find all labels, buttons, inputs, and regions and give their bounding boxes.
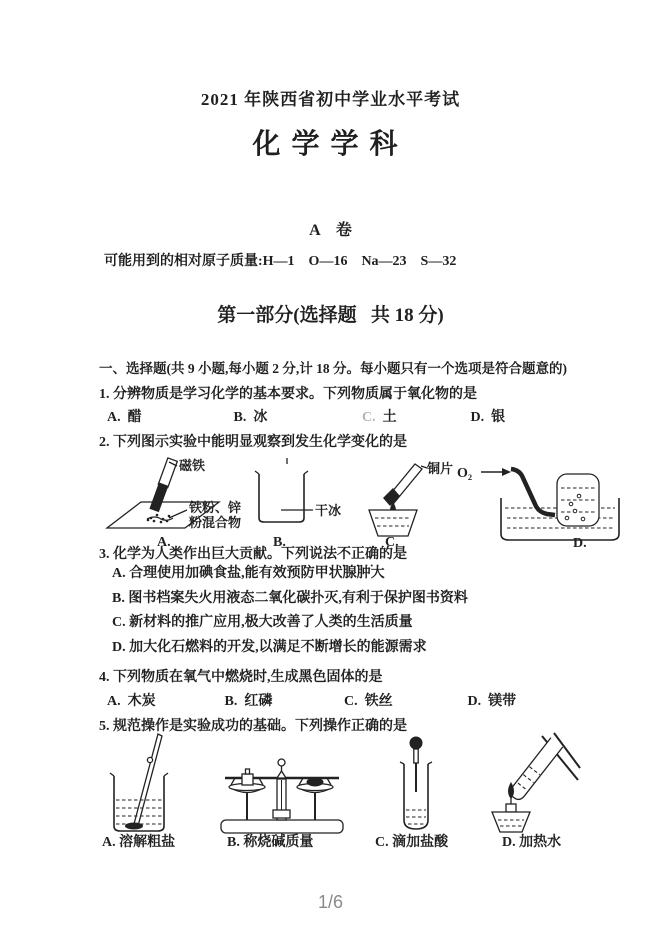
q4-option-b-label: B. <box>224 694 238 709</box>
q1-option-d-text: 银 <box>491 410 506 425</box>
q4-option-d-label: D. <box>467 694 482 709</box>
tilted-test-tube-icon <box>508 738 563 802</box>
q2-figure-b-caption: B. <box>273 535 286 548</box>
q1-option-b-label: B. <box>233 410 247 425</box>
beaker-dry-ice-diagram <box>243 454 343 548</box>
mixture-label-line1: 铁粉、锌 <box>189 500 242 515</box>
arrowhead-icon <box>502 468 511 476</box>
dry-ice-label: 干冰 <box>315 503 342 518</box>
q5-stem: 5. 规范操作是实验成功的基础。下列操作正确的是 <box>99 719 407 734</box>
q4-option-c <box>344 690 464 710</box>
q2-figure-c-caption: C. <box>385 535 399 548</box>
q5-figure-d-caption: D. 加热水 <box>501 835 562 850</box>
glass-rod-icon <box>134 734 162 826</box>
dissolve-salt-diagram <box>100 732 192 850</box>
q2-figures <box>103 448 623 548</box>
q3-option-c: C. 新材料的推广应用,极大改善了人类的生活质量 <box>112 615 413 631</box>
q4-option-a <box>107 690 221 710</box>
lamp-neck-shape <box>506 804 516 812</box>
q4-option-a-label: A. <box>107 694 121 709</box>
oxygen-label: O₂ <box>457 466 473 481</box>
gas-collection-diagram <box>455 448 623 548</box>
q1-option-b <box>234 406 359 426</box>
balance-scale-diagram <box>207 732 357 850</box>
q1-option-a-text: 醋 <box>127 410 142 425</box>
q5-figure-b-caption: B. 称烧碱质量 <box>226 835 313 850</box>
q5-figures <box>100 732 588 850</box>
q1-option-d <box>471 406 506 426</box>
copper-label: 铜片 <box>427 461 454 476</box>
dropper-test-tube-diagram <box>371 732 461 850</box>
q4-option-a-text: 木炭 <box>127 694 156 709</box>
dropper-bulb-icon <box>410 737 423 750</box>
exam-title: 2021 年陕西省初中学业水平考试 <box>200 90 461 109</box>
q4-option-b <box>225 690 341 710</box>
section1-instruction: 一、选择题(共 9 小题,每小题 2 分,计 18 分。每小题只有一个选项是符合题意的) <box>99 361 567 376</box>
caustic-soda-lump-icon <box>306 778 323 787</box>
q1-option-b-text: 冰 <box>253 410 268 425</box>
dropper-stem-shape <box>414 749 418 763</box>
q1-option-c-label: C. <box>362 410 376 425</box>
q3-stem-emphasis: 不正确 <box>337 547 379 562</box>
alcohol-lamp-icon <box>492 812 530 832</box>
subject-title: 化学学科 <box>252 129 409 160</box>
q2-figure-a-caption: A. <box>157 535 171 548</box>
q4-option-b-text: 红磷 <box>244 694 273 709</box>
beam-knob-icon <box>278 759 285 766</box>
q3-option-b: B. 图书档案失火用液态二氧化碳扑灭,有利于保护图书资料 <box>112 590 468 606</box>
q1-option-a-label: A. <box>107 410 121 425</box>
q4-stem: 4. 下列物质在氧气中燃烧时,生成黑色固体的是 <box>99 670 383 685</box>
q3-options <box>112 562 468 661</box>
q2-figure-d-caption: D. <box>573 536 587 548</box>
q4-option-c-text: 铁丝 <box>364 694 393 709</box>
heating-water-diagram <box>476 732 588 850</box>
q4-option-d <box>468 690 517 710</box>
q5-figure-a-caption: A. 溶解粗盐 <box>102 835 176 850</box>
q4-options <box>107 690 516 710</box>
q1-option-d-label: D. <box>470 410 485 425</box>
q1-option-c <box>362 406 467 426</box>
q1-options <box>107 406 505 426</box>
atomic-mass-line: 可能用到的相对原子质量:H—1 O—16 Na—23 S—32 <box>104 254 457 269</box>
q5-figure-c-caption: C. 滴加盐酸 <box>375 835 449 850</box>
balance-base-shape <box>221 820 343 833</box>
q4-option-c-label: C. <box>344 694 358 709</box>
beaker-icon <box>259 474 304 522</box>
q3-option-d: D. 加大化石燃料的开发,以满足不断增长的能源需求 <box>112 640 427 656</box>
magnet-over-powder-diagram <box>103 454 243 548</box>
q3-option-a: A. 合理使用加碘食盐,能有效预防甲状腺肿大 <box>112 566 385 581</box>
q3-stem-prefix: 3. 化学为人类作出巨大贡献。下列说法 <box>99 547 337 562</box>
scale-plate-shape <box>273 810 290 818</box>
q3-stem-suffix: 的是 <box>379 547 407 562</box>
magnet-label: 磁铁 <box>179 458 206 473</box>
q1-option-c-text: 土 <box>382 410 397 425</box>
weight-icon <box>242 774 253 785</box>
q1-option-a <box>107 406 230 426</box>
q1-stem: 1. 分辨物质是学习化学的基本要求。下列物质属于氧化物的是 <box>99 387 477 402</box>
page-indicator: 1/6 <box>317 892 344 912</box>
volume-label: A 卷 <box>309 222 352 239</box>
q2-stem: 2. 下列图示实验中能明显观察到发生化学变化的是 <box>99 435 407 450</box>
mixture-label-line2: 粉混合物 <box>189 515 242 530</box>
salt-pile-icon <box>125 823 143 830</box>
q4-option-d-text: 镁带 <box>488 694 517 709</box>
lamp-bowl-icon <box>369 510 417 536</box>
copper-heating-diagram <box>343 454 455 548</box>
part1-heading: 第一部分(选择题 共 18 分) <box>217 305 444 326</box>
